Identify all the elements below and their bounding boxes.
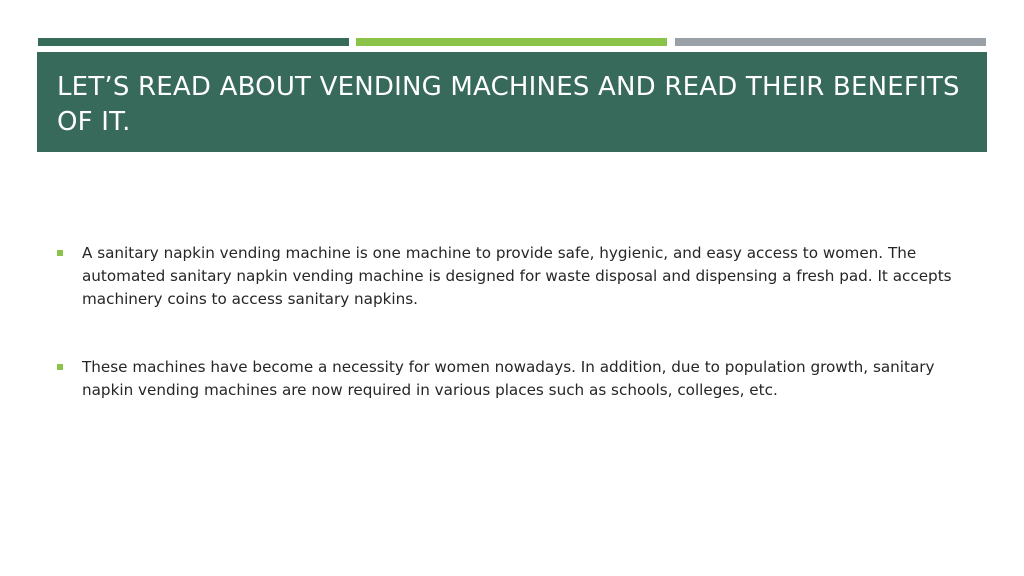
accent-bar-dark — [38, 38, 349, 46]
bullet-text-1: A sanitary napkin vending machine is one machine to provide safe, hygienic, and easy access to women. The automated sanitary napkin vending machine is designed for waste disposal and dispensing a fresh pad. It accepts machinery coins to access sanitary napkins. — [82, 244, 952, 308]
title-band — [37, 52, 987, 152]
bullet-item-2 — [56, 356, 956, 402]
slide-title: LET’S READ ABOUT VENDING MACHINES AND READ THEIR BENEFITS OF IT. — [57, 72, 960, 137]
square-bullet-icon — [57, 364, 63, 370]
bullet-item-1 — [56, 242, 956, 311]
bullet-text-2: These machines have become a necessity for women nowadays. In addition, due to population growth, sanitary napkin vending machines are now required in various places such as schools, colleges, etc. — [82, 358, 935, 399]
square-bullet-icon — [57, 250, 63, 256]
accent-bar-green — [356, 38, 667, 46]
bullet-list — [56, 242, 956, 402]
accent-bar-gray — [675, 38, 986, 46]
